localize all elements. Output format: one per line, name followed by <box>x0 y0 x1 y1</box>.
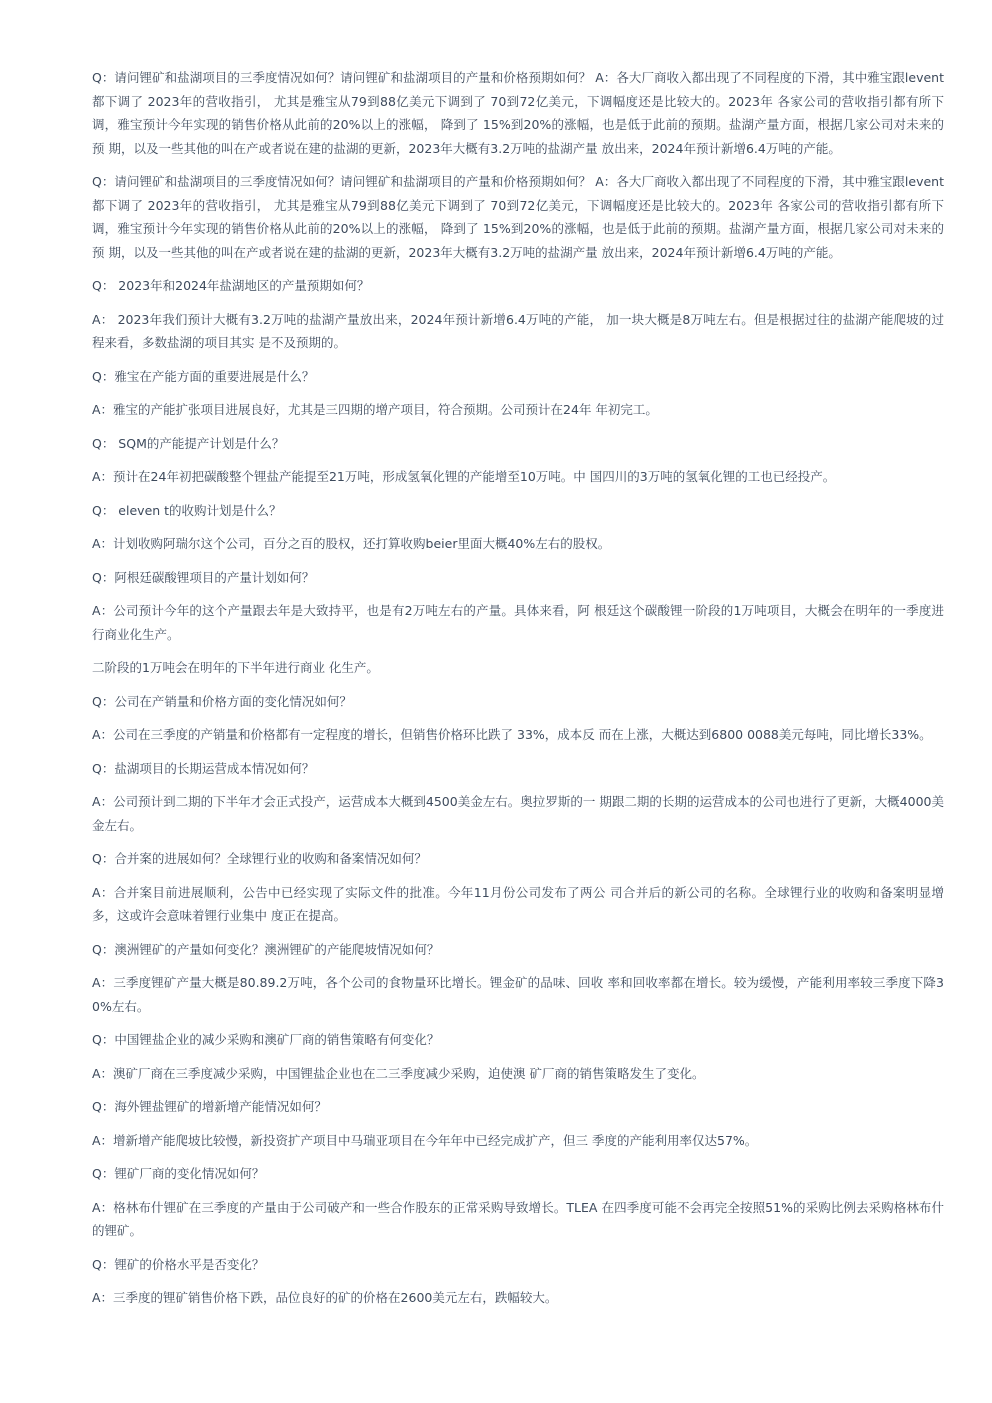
qa-paragraph: Q：请问锂矿和盐湖项目的三季度情况如何？请问锂矿和盐湖项目的产量和价格预期如何？ A：各大厂商收入都出现了不同程度的下滑，其中雅宝跟levent都下调了 2023年的营收指引， 尤其是雅宝从79到88亿美元下调到了 70到72亿美元，下调幅度还是比较大的。2023年 各家公司的营收指引都有所下调，雅宝预计今年实现的销售价格从此前的20%以上的涨幅， 降到了 15%到20%的涨幅，也是低于此前的预期。盐湖产量方面，根据几家公司对未来的预 期，以及一些其他的叫在产或者说在建的盐湖的更新，2023年大概有3.2万吨的盐湖产量 放出来，2024年预计新增6.4万吨的产能。 <box>92 174 944 260</box>
question: Q：合并案的进展如何？全球锂行业的收购和备案情况如何？ <box>92 851 427 866</box>
answer: A：三季度锂矿产量大概是80.89.2万吨，各个公司的食物量环比增长。锂金矿的品味、回收 率和回收率都在增长。较为缓慢，产能利用率较三季度下降30%左右。 <box>92 975 944 1014</box>
question: Q：公司在产销量和价格方面的变化情况如何？ <box>92 693 352 709</box>
answer-continued: 二阶段的1万吨会在明年的下半年进行商业 化生产。 <box>92 660 379 675</box>
answer: A： 2023年我们预计大概有3.2万吨的盐湖产量放出来，2024年预计新增6.4万吨的产能， 加一块大概是8万吨左右。但是根据过往的盐湖产能爬坡的过程来看，多数盐湖的项目其实 是不及预期的。 <box>92 311 944 350</box>
answer: A：计划收购阿瑞尔这个公司，百分之百的股权，还打算收购beier里面大概40%左右的股权。 <box>92 536 611 551</box>
qa-paragraph: Q：请问锂矿和盐湖项目的三季度情况如何？请问锂矿和盐湖项目的产量和价格预期如何？ A：各大厂商收入都出现了不同程度的下滑，其中雅宝跟levent都下调了 2023年的营收指引， 尤其是雅宝从79到88亿美元下调到了 70到72亿美元，下调幅度还是比较大的。2023年 各家公司的营收指引都有所下调，雅宝预计今年实现的销售价格从此前的20%以上的涨幅， 降到了 15%到20%的涨幅，也是低于此前的预期。盐湖产量方面，根据几家公司对未来的预 期，以及一些其他的叫在产或者说在建的盐湖的更新，2023年大概有3.2万吨的盐湖产量 放出来，2024年预计新增6.4万吨的产能。 <box>92 70 944 156</box>
document-page <box>92 66 944 1320</box>
answer: A：合并案目前进展顺利，公告中已经实现了实际文件的批准。今年11月份公司发布了两公 司合并后的新公司的名称。全球锂行业的收购和备案明显增多，这或许会意味着锂行业集中 度正在提高。 <box>92 884 944 923</box>
answer: A：格林布什锂矿在三季度的产量由于公司破产和一些合作股东的正常采购导致增长。TLEA 在四季度可能不会再完全按照51%的采购比例去采购格林布什的锂矿。 <box>92 1199 944 1238</box>
answer: A：公司预计到二期的下半年才会正式投产，运营成本大概到4500美金左右。奥拉罗斯的一 期跟二期的长期的运营成本的公司也进行了更新，大概4000美金左右。 <box>92 794 944 833</box>
answer: A：雅宝的产能扩张项目进展良好，尤其是三四期的增产项目，符合预期。公司预计在24年 年初完工。 <box>92 402 658 417</box>
answer: A：预计在24年初把碳酸整个锂盐产能提至21万吨，形成氢氧化锂的产能增至10万吨。中 国四川的3万吨的氢氧化锂的工也已经投产。 <box>92 469 836 484</box>
question: Q：雅宝在产能方面的重要进展是什么？ <box>92 368 315 384</box>
question: Q：阿根廷碳酸锂项目的产量计划如何？ <box>92 569 315 585</box>
question: Q：盐湖项目的长期运营成本情况如何？ <box>92 760 315 776</box>
question: Q：中国锂盐企业的减少采购和澳矿厂商的销售策略有何变化？ <box>92 1032 440 1047</box>
question: Q：锂矿的价格水平是否变化？ <box>92 1256 265 1272</box>
answer: A：三季度的锂矿销售价格下跌，品位良好的矿的价格在2600美元左右，跌幅较大。 <box>92 1290 558 1305</box>
answer: A：公司预计今年的这个产量跟去年是大致持平，也是有2万吨左右的产量。具体来看，阿 根廷这个碳酸锂一阶段的1万吨项目，大概会在明年的一季度进行商业化生产。 <box>92 603 944 642</box>
answer: A：增新增产能爬坡比较慢，新投资扩产项目中马瑞亚项目在今年年中已经完成扩产，但三 季度的产能利用率仅达57%。 <box>92 1132 758 1148</box>
question: Q：澳洲锂矿的产量如何变化？澳洲锂矿的产能爬坡情况如何？ <box>92 941 440 957</box>
answer: A：澳矿厂商在三季度减少采购，中国锂盐企业也在二三季度减少采购，迫使澳 矿厂商的销售策略发生了变化。 <box>92 1065 705 1081</box>
question: Q： eleven t的收购计划是什么？ <box>92 502 282 518</box>
answer: A：公司在三季度的产销量和价格都有一定程度的增长，但销售价格环比跌了 33%，成本反 而在上涨，大概达到6800 0088美元每吨，同比增长33%。 <box>92 727 932 742</box>
question: Q：锂矿厂商的变化情况如何？ <box>92 1166 265 1181</box>
question: Q： SQM的产能提产计划是什么？ <box>92 435 285 451</box>
question: Q： 2023年和2024年盐湖地区的产量预期如何？ <box>92 278 370 293</box>
question: Q：海外锂盐锂矿的增新增产能情况如何？ <box>92 1099 327 1114</box>
